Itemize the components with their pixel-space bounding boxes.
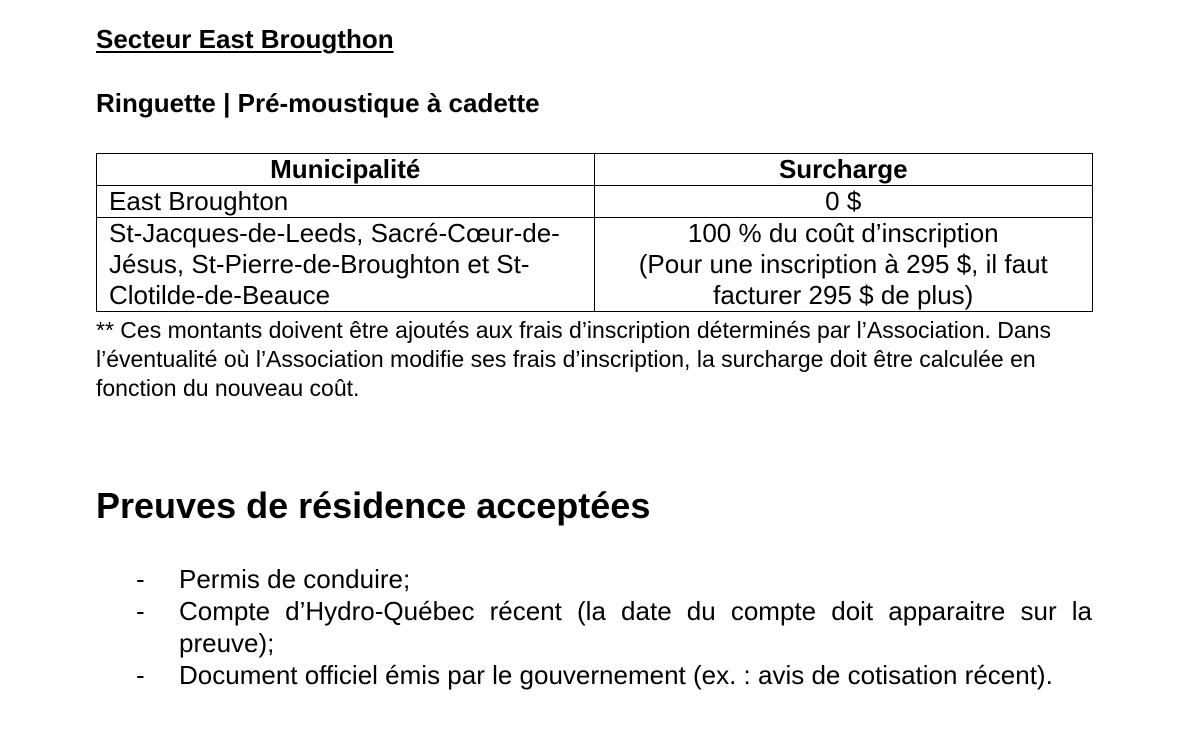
column-header-surcharge: Surcharge xyxy=(594,154,1093,186)
surcharge-line: (Pour une inscription à 295 $, il faut xyxy=(638,249,1048,279)
list-item xyxy=(136,595,1092,659)
proofs-heading: Preuves de résidence acceptées xyxy=(96,485,651,526)
municipality-cell: East Broughton xyxy=(97,186,595,218)
surcharge-line: facturer 295 $ de plus) xyxy=(713,280,974,310)
dash-bullet: - xyxy=(136,660,145,690)
surcharge-note: ** Ces montants doivent être ajoutés aux frais d’inscription déterminés par l’Association. Dans l’éventualité où l’Association modifie ses frais d’inscription, la surcharge doit être calculée en fonction du nouveau coût. xyxy=(96,317,1051,401)
surcharge-line: 0 $ xyxy=(825,186,862,216)
list-item-text: Document officiel émis par le gouvernement (ex. : avis de cotisation récent). xyxy=(179,660,1053,690)
column-header-municipality: Municipalité xyxy=(97,154,595,186)
surcharge-cell xyxy=(594,186,1093,218)
surcharge-cell xyxy=(594,218,1093,312)
table-row xyxy=(97,218,1093,312)
dash-bullet: - xyxy=(136,596,145,626)
dash-bullet: - xyxy=(136,564,145,594)
municipality-cell: St-Jacques-de-Leeds, Sacré-Cœur-de-Jésus, St-Pierre-de-Broughton et St-Clotilde-de-Beauce xyxy=(97,218,595,312)
sector-title: Secteur East Brougthon xyxy=(96,24,394,54)
list-item-text: Permis de conduire; xyxy=(179,564,411,594)
list-item-text: Compte d’Hydro-Québec récent (la date du compte doit apparaitre sur la preuve); xyxy=(179,596,1092,658)
table-row xyxy=(97,186,1093,218)
list-item xyxy=(136,563,1092,595)
surcharge-line: 100 % du coût d’inscription xyxy=(687,218,999,248)
proofs-list xyxy=(136,563,1092,691)
list-item xyxy=(136,659,1092,691)
surcharge-table xyxy=(96,153,1093,312)
program-subtitle: Ringuette | Pré-moustique à cadette xyxy=(96,88,540,118)
table-header-row xyxy=(97,154,1093,186)
